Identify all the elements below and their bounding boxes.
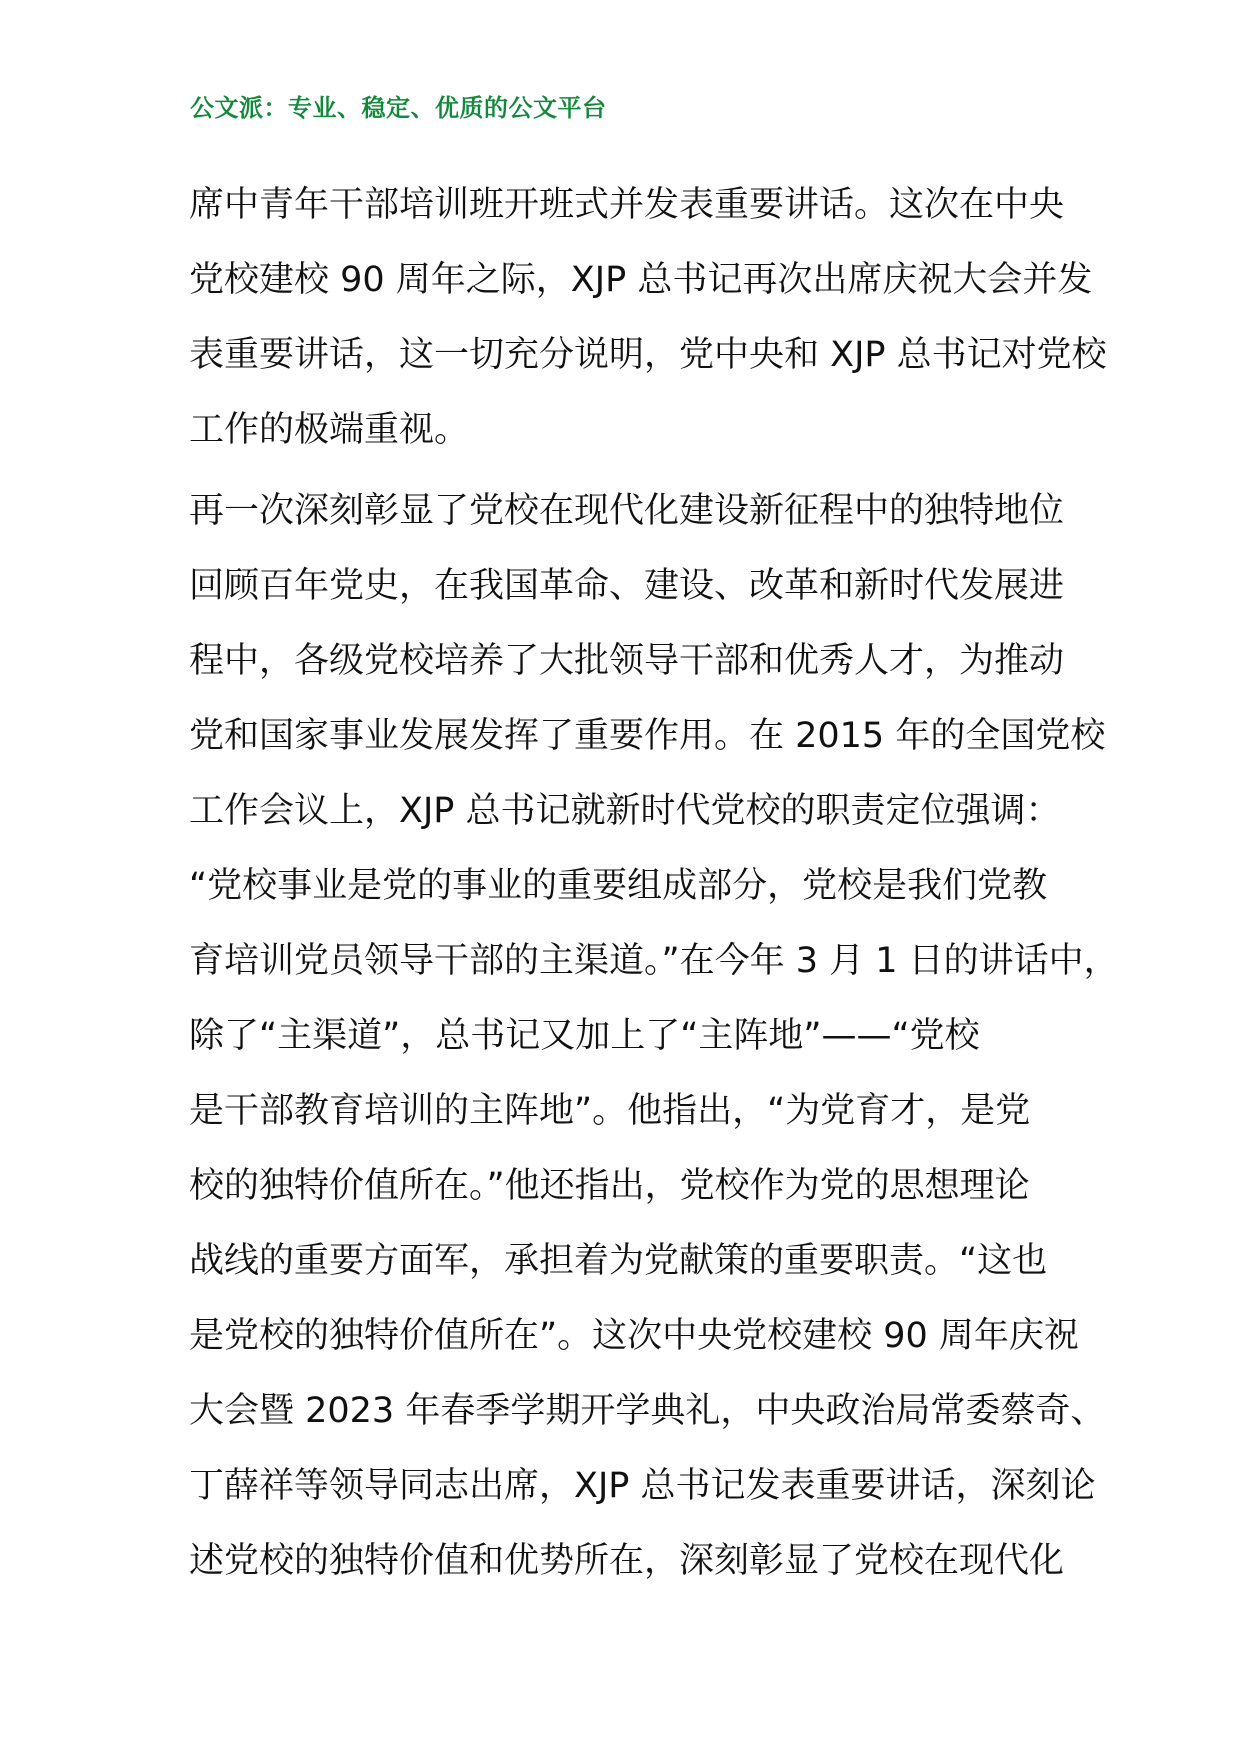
- text-line: 丁薛祥等领导同志出席，XJP 总书记发表重要讲话，深刻论: [189, 1466, 1096, 1506]
- text-line: 是干部教育培训的主阵地”。他指出，“为党育才，是党: [189, 1091, 1031, 1131]
- text-line: 述党校的独特价值和优势所在，深刻彰显了党校在现代化: [189, 1541, 1065, 1581]
- text-line: 育培训党员领导干部的主渠道。”在今年 3 月 1 日的讲话中，: [189, 941, 1119, 981]
- text-line: 校的独特价值所在。”他还指出，党校作为党的思想理论: [189, 1166, 1030, 1206]
- text-line: 工作的极端重视。: [189, 410, 470, 450]
- text-line: 表重要讲话，这一切充分说明，党中央和 XJP 总书记对党校: [189, 335, 1107, 375]
- text-line: 再一次深刻彰显了党校在现代化建设新征程中的独特地位: [189, 491, 1065, 531]
- text-line: 是党校的独特价值所在”。这次中央党校建校 90 周年庆祝: [189, 1316, 1079, 1356]
- text-line: 大会暨 2023 年春季学期开学典礼，中央政治局常委蔡奇、: [189, 1391, 1106, 1431]
- document-body: [189, 168, 1119, 1599]
- paragraph: [189, 168, 1107, 468]
- text-line: 席中青年干部培训班开班式并发表重要讲话。这次在中央: [189, 185, 1065, 225]
- text-line: 党校建校 90 周年之际，XJP 总书记再次出席庆祝大会并发: [189, 260, 1093, 300]
- text-line: “党校事业是党的事业的重要组成部分，党校是我们党教: [189, 866, 1048, 906]
- text-line: 程中，各级党校培养了大批领导干部和优秀人才，为推动: [189, 641, 1065, 681]
- text-line: 工作会议上，XJP 总书记就新时代党校的职责定位强调：: [189, 791, 1061, 831]
- text-line: 除了“主渠道”，总书记又加上了“主阵地”——“党校: [189, 1016, 980, 1056]
- paragraph: [189, 474, 1119, 1599]
- page-header: 公文派：专业、稳定、优质的公文平台: [190, 94, 607, 122]
- text-line: 回顾百年党史，在我国革命、建设、改革和新时代发展进: [189, 566, 1065, 606]
- text-line: 党和国家事业发展发挥了重要作用。在 2015 年的全国党校: [189, 716, 1106, 756]
- text-line: 战线的重要方面军，承担着为党献策的重要职责。“这也: [189, 1241, 1048, 1281]
